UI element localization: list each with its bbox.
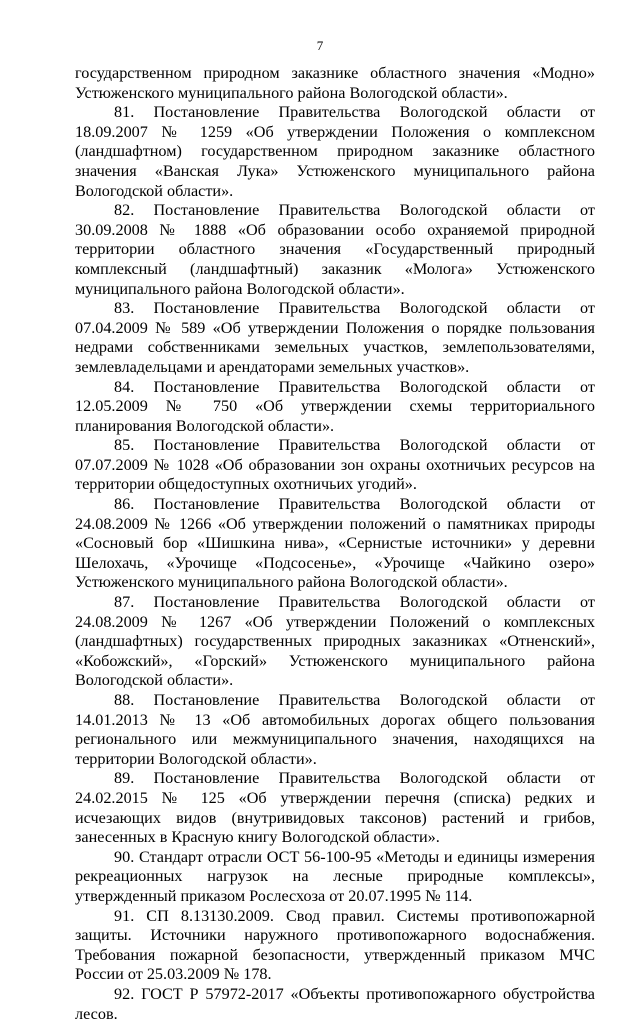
item-text: СП 8.13130.2009. Свод правил. Системы противопожарной защиты. Источники наружного противопожарного водоснабжения. Требования пожарной безопасности, утвержденный приказом МЧС России от 25.03.2009 № 178. xyxy=(75,906,595,984)
item-number: 83. xyxy=(114,299,135,318)
list-item xyxy=(75,103,595,201)
list-item xyxy=(75,436,595,495)
document-body xyxy=(75,64,595,1024)
item-text: Постановление Правительства Вологодской области от 14.01.2013 № 13 «Об автомобильных дорогах общего пользования регионального или межмуниципального значения, находящихся на территории Вологодской области». xyxy=(75,691,596,768)
page-number: 7 xyxy=(316,38,324,53)
item-number: 82. xyxy=(114,201,135,220)
item-number: 88. xyxy=(114,691,135,709)
item-text: Постановление Правительства Вологодской области от 30.09.2008 № 1888 «Об образовании особо охраняемой природной территории областного значения «Государственный природный комплексный (ландшафтный) заказник «Молога» Устюженского муниципального района Вологодской области». xyxy=(75,201,596,298)
item-text: Постановление Правительства Вологодской области от 24.08.2009 № 1266 «Об утверждении положений о памятниках природы «Сосновый бор «Шишкина нива», «Сернистые источники» у деревни Шелохачь, «Урочище «Подсосенье», «Урочище «Чайкино озеро» Устюженского муниципального района Вологодской области». xyxy=(75,495,596,592)
continuation-paragraph: государственном природном заказнике областного значения «Модно» Устюженского муниципального района Вологодской области». xyxy=(75,64,595,102)
list-item xyxy=(75,495,595,593)
item-text: Постановление Правительства Вологодской области от 24.08.2009 № 1267 «Об утверждении Положений о комплексных (ландшафтных) государственных природных заказниках «Отненский», «Кобожский», «Горский» Устюженского муниципального района Вологодской области». xyxy=(75,593,596,690)
item-number: 92. xyxy=(114,984,135,1003)
item-number: 86. xyxy=(114,495,135,514)
list-item xyxy=(75,201,595,299)
list-item xyxy=(75,299,595,377)
item-number: 91. xyxy=(114,906,135,925)
item-number: 84. xyxy=(114,377,135,396)
item-text: Постановление Правительства Вологодской области от 18.09.2007 № 1259 «Об утверждении Положения о комплексном (ландшафтном) государственном природном заказнике областного значения «Ванская Лука» Устюженского муниципального района Вологодской области». xyxy=(75,103,596,200)
item-number: 85. xyxy=(114,436,135,455)
list-item xyxy=(75,593,595,691)
list-item xyxy=(75,769,595,847)
item-text: ГОСТ Р 57972-2017 «Объекты противопожарного обустройства лесов. xyxy=(75,984,595,1023)
item-text: Стандарт отрасли ОСТ 56-100-95 «Методы и единицы измерения рекреационных нагрузок на лесные природные комплексы», утвержденный приказом Рослесхоза от 20.07.1995 № 114. xyxy=(75,847,595,905)
item-number: 90. xyxy=(114,847,135,866)
list-item xyxy=(75,691,595,769)
list-item xyxy=(75,848,595,907)
item-text: Постановление Правительства Вологодской области от 24.02.2015 № 125 «Об утверждении перечня (списка) редких и исчезающих видов (внутривидовых таксонов) растений и грибов, занесенных в Красную книгу Вологодской области». xyxy=(75,769,596,847)
item-number: 89. xyxy=(114,769,135,788)
item-text: Постановление Правительства Вологодской области от 07.04.2009 № 589 «Об утверждении Положения о порядке пользования недрами собственниками земельных участков, землепользователями, землевладельцами и арендаторами земельных участков». xyxy=(75,299,596,376)
item-text: Постановление Правительства Вологодской области от 07.07.2009 № 1028 «Об образовании зон охраны охотничьих ресурсов на территории общедоступных охотничьих угодий». xyxy=(75,436,596,494)
list-item xyxy=(75,985,595,1024)
item-number: 81. xyxy=(114,103,135,122)
item-number: 87. xyxy=(114,593,135,612)
item-text: Постановление Правительства Вологодской области от 12.05.2009 № 750 «Об утверждении схемы территориального планирования Вологодской области». xyxy=(75,377,596,435)
list-item xyxy=(75,378,595,437)
list-item xyxy=(75,907,595,985)
